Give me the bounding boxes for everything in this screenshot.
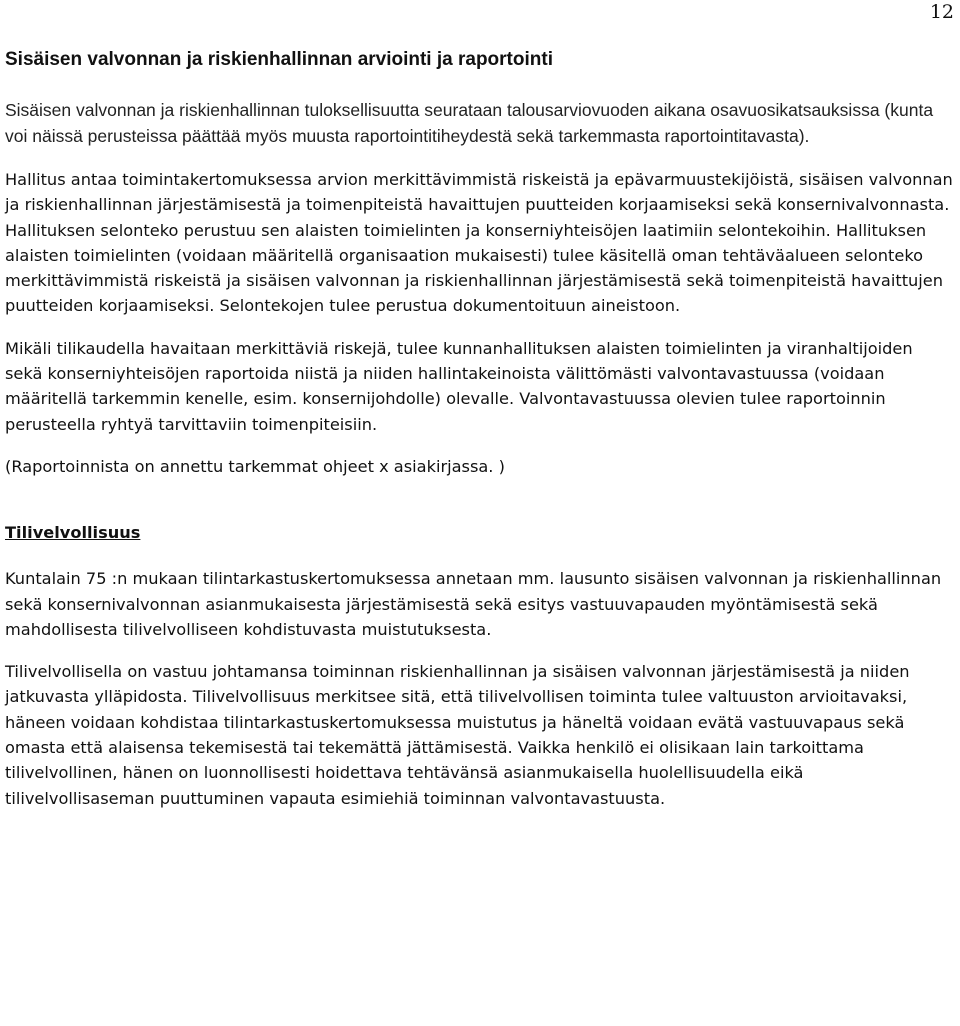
document-body xyxy=(5,0,955,811)
paragraph-kuntalaki: Kuntalain 75 :n mukaan tilintarkastuskertomuksessa annetaan mm. lausunto sisäisen valvonnan ja riskienhallinnan sekä konsernivalvonnan asianmukaisesta järjestämisestä sekä esitys vastuuvapauden myöntämisestä sekä mahdollisesta tilivelvolliseen kohdistuvasta muistutuksesta. xyxy=(5,569,942,639)
subheading-tilivelvollisuus: Tilivelvollisuus xyxy=(5,523,141,543)
intro-paragraph: Sisäisen valvonnan ja riskienhallinnan tuloksellisuutta seurataan talousarviovuoden aikana osavuosikatsauksissa (kunta voi näissä perusteissa päättää myös muusta raportointitiheydestä sekä tarkemmasta raportointitavasta). xyxy=(5,100,934,146)
paragraph-tilivelvollisen-vastuu: Tilivelvollisella on vastuu johtamansa toiminnan riskienhallinnan ja sisäisen valvonnan järjestämisestä ja niiden jatkuvasta ylläpidosta. Tilivelvollisuus merkitsee sitä, että tilivelvollisen toiminta tulee valtuuston arvioitavaksi, häneen voidaan kohdistaa tilintarkastuskertomuksessa muistutus ja häneltä voidaan evätä vastuuvapaus sekä omasta että alaisensa tekemisestä tai tekemättä jättämisestä. Vaikka henkilö ei olisikaan lain tarkoittama tilivelvollinen, hänen on luonnollisesti hoidettava tehtävänsä asianmukaisella huolellisuudella eikä tilivelvollisaseman puuttuminen vapauta esimiehiä toiminnan valvontavastuusta. xyxy=(5,662,910,808)
page-number: 12 xyxy=(929,1,954,23)
paragraph-raportointiohjeet: (Raportoinnista on annettu tarkemmat ohjeet x asiakirjassa. ) xyxy=(5,456,505,476)
paragraph-merkittavat-riskit: Mikäli tilikaudella havaitaan merkittäviä riskejä, tulee kunnanhallituksen alaisten toimielinten ja viranhaltijoiden sekä konserniyhteisöjen raportoida niistä ja niiden hallintakeinoista välittömästi valvontavastuussa (voidaan määritellä tarkemmin kenelle, esim. konsernijohdolle) olevalle. Valvontavastuussa olevien tulee raportoinnin perusteella ryhtyä tarvittaviin toimenpiteisiin. xyxy=(5,338,913,434)
paragraph-hallitus: Hallitus antaa toimintakertomuksessa arvion merkittävimmistä riskeistä ja epävarmuustekijöistä, sisäisen valvonnan ja riskienhallinnan järjestämisestä ja toimenpiteistä havaittujen puutteiden korjaamiseksi sekä konsernivalvonnasta. Hallituksen selonteko perustuu sen alaisten toimielinten ja konserniyhteisöjen laatimiin selontekoihin. Hallituksen alaisten toimielinten (voidaan määritellä organisaation mukaisesti) tulee käsitellä oman tehtäväalueen selonteko merkittävimmistä riskeistä ja sisäisen valvonnan ja riskienhallinnan järjestämisestä sekä toimenpiteistä havaittujen puutteiden korjaamiseksi. Selontekojen tulee perustua dokumentoituun aineistoon. xyxy=(5,170,953,316)
section-title: Sisäisen valvonnan ja riskienhallinnan arviointi ja raportointi xyxy=(5,49,553,70)
